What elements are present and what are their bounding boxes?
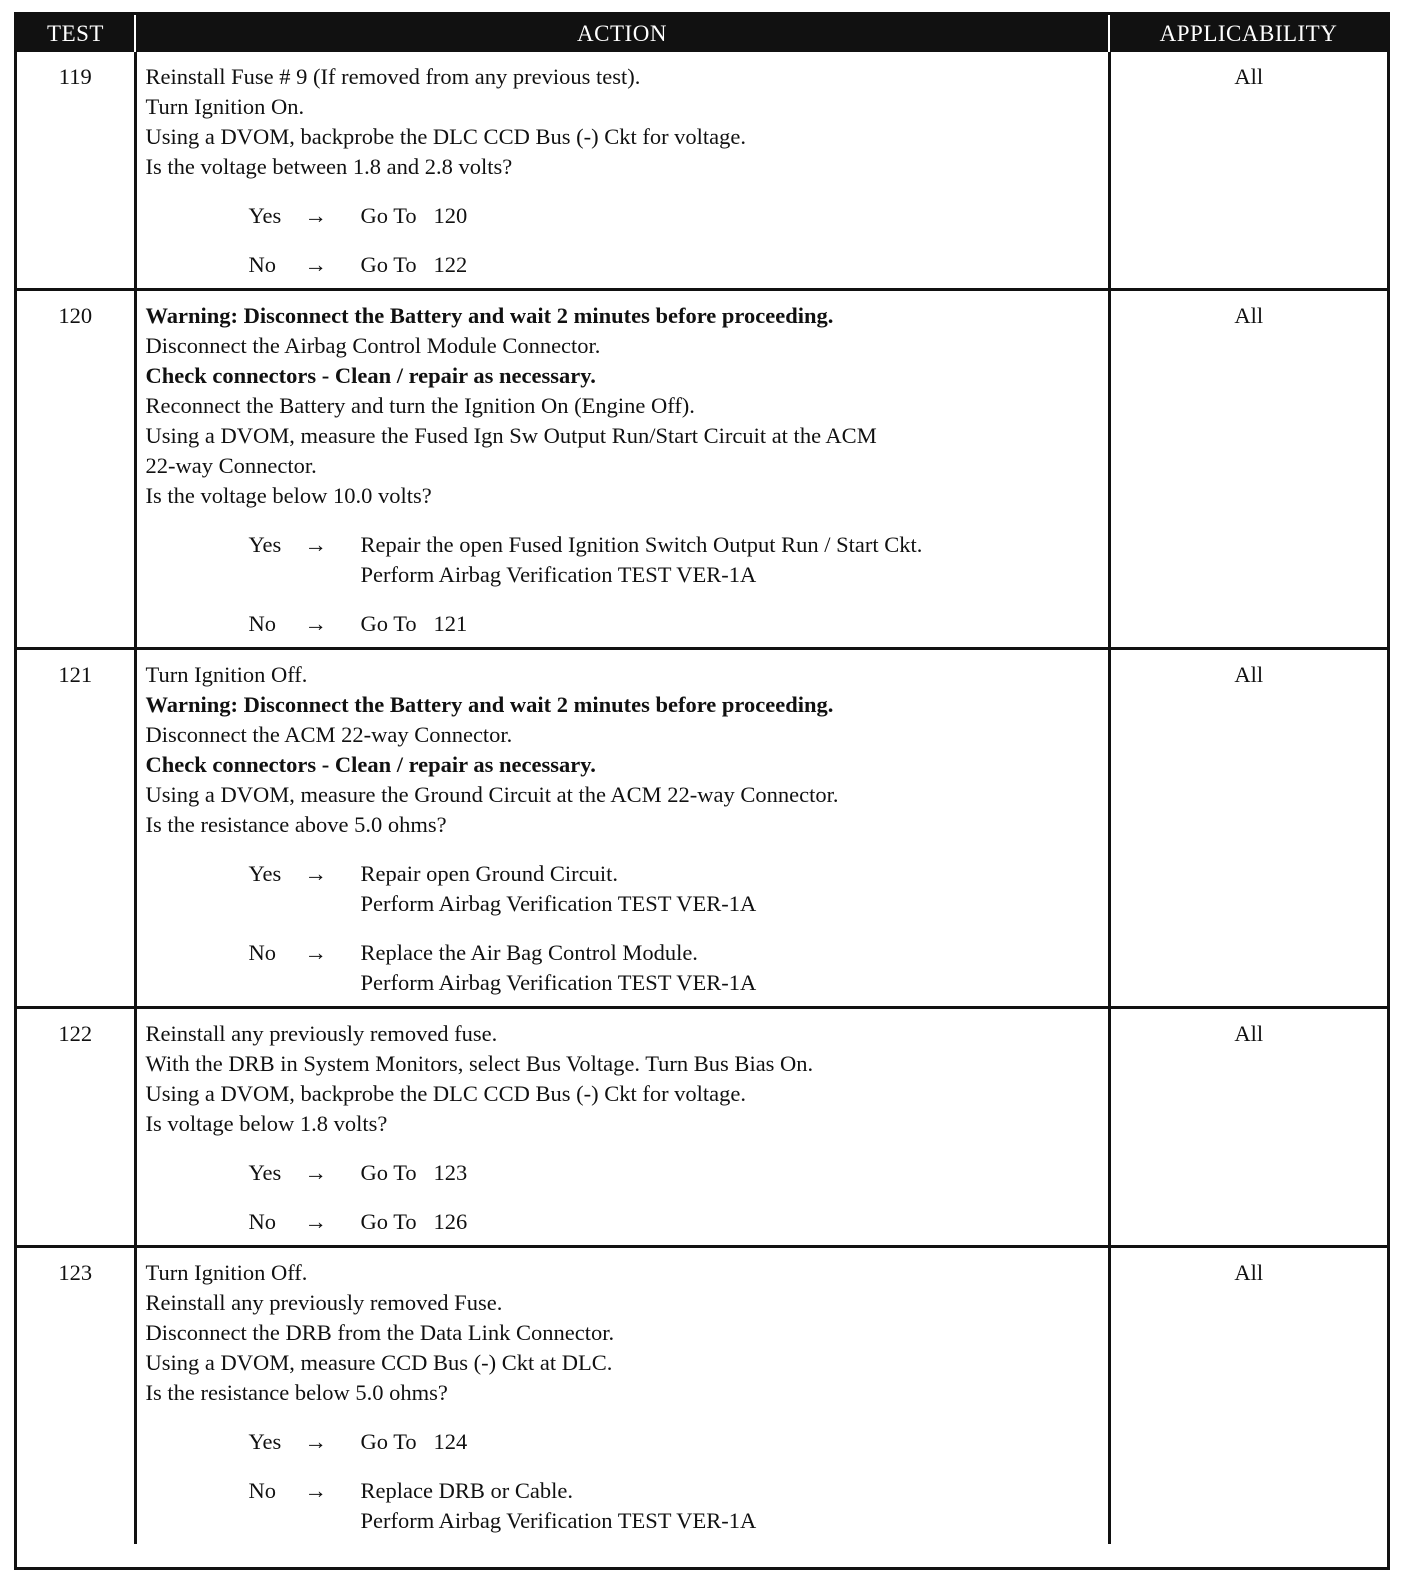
option-result-line: Perform Airbag Verification TEST VER-1A (360, 970, 757, 995)
right-arrow-icon: → (304, 861, 327, 886)
action-cell (135, 1247, 1109, 1545)
option-result-line: Go To 120 (360, 203, 468, 228)
action-warning-line: Check connectors - Clean / repair as necessary. (145, 363, 596, 388)
option-label: Yes (248, 203, 282, 228)
test-number: 123 (17, 1247, 135, 1545)
option-result-line: Go To 126 (360, 1209, 468, 1234)
right-arrow-icon: → (304, 611, 327, 636)
option-label: No (248, 252, 276, 277)
applicability-value: All (1234, 64, 1264, 89)
option-result-line: Perform Airbag Verification TEST VER-1A (360, 562, 757, 587)
option-result-line: Go To 124 (360, 1429, 468, 1454)
decision-options (146, 201, 1102, 280)
action-line: Reconnect the Battery and turn the Ignition On (Engine Off). (145, 393, 695, 418)
option-label: No (248, 1209, 276, 1234)
option-result-line: Repair open Ground Circuit. (360, 861, 618, 886)
option-result-line: Go To 121 (360, 611, 468, 636)
decision-option (146, 250, 1102, 280)
decision-option (146, 1158, 1102, 1188)
action-warning-line: Warning: Disconnect the Battery and wait 2 minutes before proceeding. (145, 303, 834, 328)
applicability-value: All (1109, 1008, 1387, 1247)
decision-option (146, 1427, 1102, 1457)
right-arrow-icon: → (304, 1478, 327, 1503)
option-result-line: Perform Airbag Verification TEST VER-1A (360, 891, 757, 916)
right-arrow-icon: → (304, 532, 327, 557)
table-body (17, 52, 1387, 1544)
header-applicability: APPLICABILITY (1109, 15, 1387, 52)
header-test: TEST (17, 15, 135, 52)
action-line: Is the voltage between 1.8 and 2.8 volts? (145, 154, 513, 179)
diagnostic-test-table (17, 15, 1387, 1544)
applicability-value: All (1109, 649, 1387, 1008)
action-line: Reinstall any previously removed Fuse. (145, 1290, 503, 1315)
right-arrow-icon: → (304, 1209, 327, 1234)
option-result (361, 859, 1102, 919)
action-line: Using a DVOM, measure the Ground Circuit at the ACM 22-way Connector. (145, 782, 839, 807)
action-line: Using a DVOM, measure CCD Bus (-) Ckt at DLC. (145, 1350, 613, 1375)
decision-options (146, 1427, 1102, 1536)
option-label: No (248, 940, 276, 965)
decision-options (146, 530, 1102, 639)
decision-options (146, 859, 1102, 998)
right-arrow-icon: → (304, 1429, 327, 1454)
action-line: Turn Ignition On. (145, 94, 305, 119)
table-row (17, 1247, 1387, 1545)
action-line: Is voltage below 1.8 volts? (145, 1111, 388, 1136)
action-line: Is the resistance below 5.0 ohms? (145, 1380, 448, 1405)
option-label: Yes (248, 1429, 282, 1454)
action-cell (135, 1008, 1109, 1247)
right-arrow-icon: → (304, 940, 327, 965)
decision-option (146, 1207, 1102, 1237)
applicability-value: All (1109, 1247, 1387, 1545)
test-number: 121 (17, 649, 135, 1008)
option-result (361, 938, 1102, 998)
right-arrow-icon: → (304, 203, 327, 228)
right-arrow-icon: → (304, 252, 327, 277)
option-result (361, 250, 1102, 280)
action-line: Reinstall any previously removed fuse. (145, 1021, 498, 1046)
applicability-value: All (1109, 290, 1387, 649)
action-line: Using a DVOM, backprobe the DLC CCD Bus (-) Ckt for voltage. (145, 124, 747, 149)
option-label: Yes (248, 532, 282, 557)
action-line: Disconnect the DRB from the Data Link Connector. (145, 1320, 615, 1345)
decision-option (146, 938, 1102, 998)
action-line: Reinstall Fuse # 9 (If removed from any previous test). (145, 64, 641, 89)
diagnostic-procedure-sheet (14, 12, 1390, 1570)
option-result (361, 1427, 1102, 1457)
decision-options (146, 1158, 1102, 1237)
action-line: With the DRB in System Monitors, select Bus Voltage. Turn Bus Bias On. (145, 1051, 814, 1076)
action-cell (135, 52, 1109, 290)
table-row (17, 290, 1387, 649)
action-cell (135, 290, 1109, 649)
action-line: Using a DVOM, backprobe the DLC CCD Bus (-) Ckt for voltage. (145, 1081, 747, 1106)
action-line: Is the voltage below 10.0 volts? (145, 483, 432, 508)
decision-option (146, 201, 1102, 231)
action-line: Using a DVOM, measure the Fused Ign Sw Output Run/Start Circuit at the ACM (145, 423, 877, 448)
header-action: ACTION (135, 15, 1109, 52)
action-cell (135, 649, 1109, 1008)
action-line: Is the resistance above 5.0 ohms? (145, 812, 447, 837)
option-label: Yes (248, 861, 282, 886)
option-result-line: Repair the open Fused Ignition Switch Output Run / Start Ckt. (360, 532, 923, 557)
option-label: No (248, 1478, 276, 1503)
option-result (361, 1207, 1102, 1237)
option-result (361, 609, 1102, 639)
action-warning-line: Check connectors - Clean / repair as necessary. (145, 752, 596, 777)
option-result-line: Perform Airbag Verification TEST VER-1A (360, 1508, 757, 1533)
option-result-line: Replace DRB or Cable. (360, 1478, 573, 1503)
option-label: No (248, 611, 276, 636)
option-result-line: Go To 122 (360, 252, 468, 277)
test-number: 119 (17, 52, 135, 290)
decision-option (146, 530, 1102, 590)
action-line: 22-way Connector. (145, 453, 317, 478)
option-label: Yes (248, 1160, 282, 1185)
option-result-line: Replace the Air Bag Control Module. (360, 940, 698, 965)
action-line: Turn Ignition Off. (145, 662, 308, 687)
option-result-line: Go To 123 (360, 1160, 468, 1185)
right-arrow-icon: → (304, 1160, 327, 1185)
action-line: Turn Ignition Off. (145, 1260, 308, 1285)
action-warning-line: Warning: Disconnect the Battery and wait 2 minutes before proceeding. (145, 692, 834, 717)
decision-option (146, 859, 1102, 919)
table-header-row (17, 15, 1387, 52)
option-result (361, 1158, 1102, 1188)
decision-option (146, 1476, 1102, 1536)
table-row (17, 52, 1387, 290)
table-row (17, 1008, 1387, 1247)
test-number: 122 (17, 1008, 135, 1247)
action-line: Disconnect the Airbag Control Module Connector. (145, 333, 601, 358)
test-number: 120 (17, 290, 135, 649)
option-result (361, 530, 1102, 590)
table-row (17, 649, 1387, 1008)
option-result (361, 1476, 1102, 1536)
option-result (361, 201, 1102, 231)
action-line: Disconnect the ACM 22-way Connector. (145, 722, 513, 747)
decision-option (146, 609, 1102, 639)
